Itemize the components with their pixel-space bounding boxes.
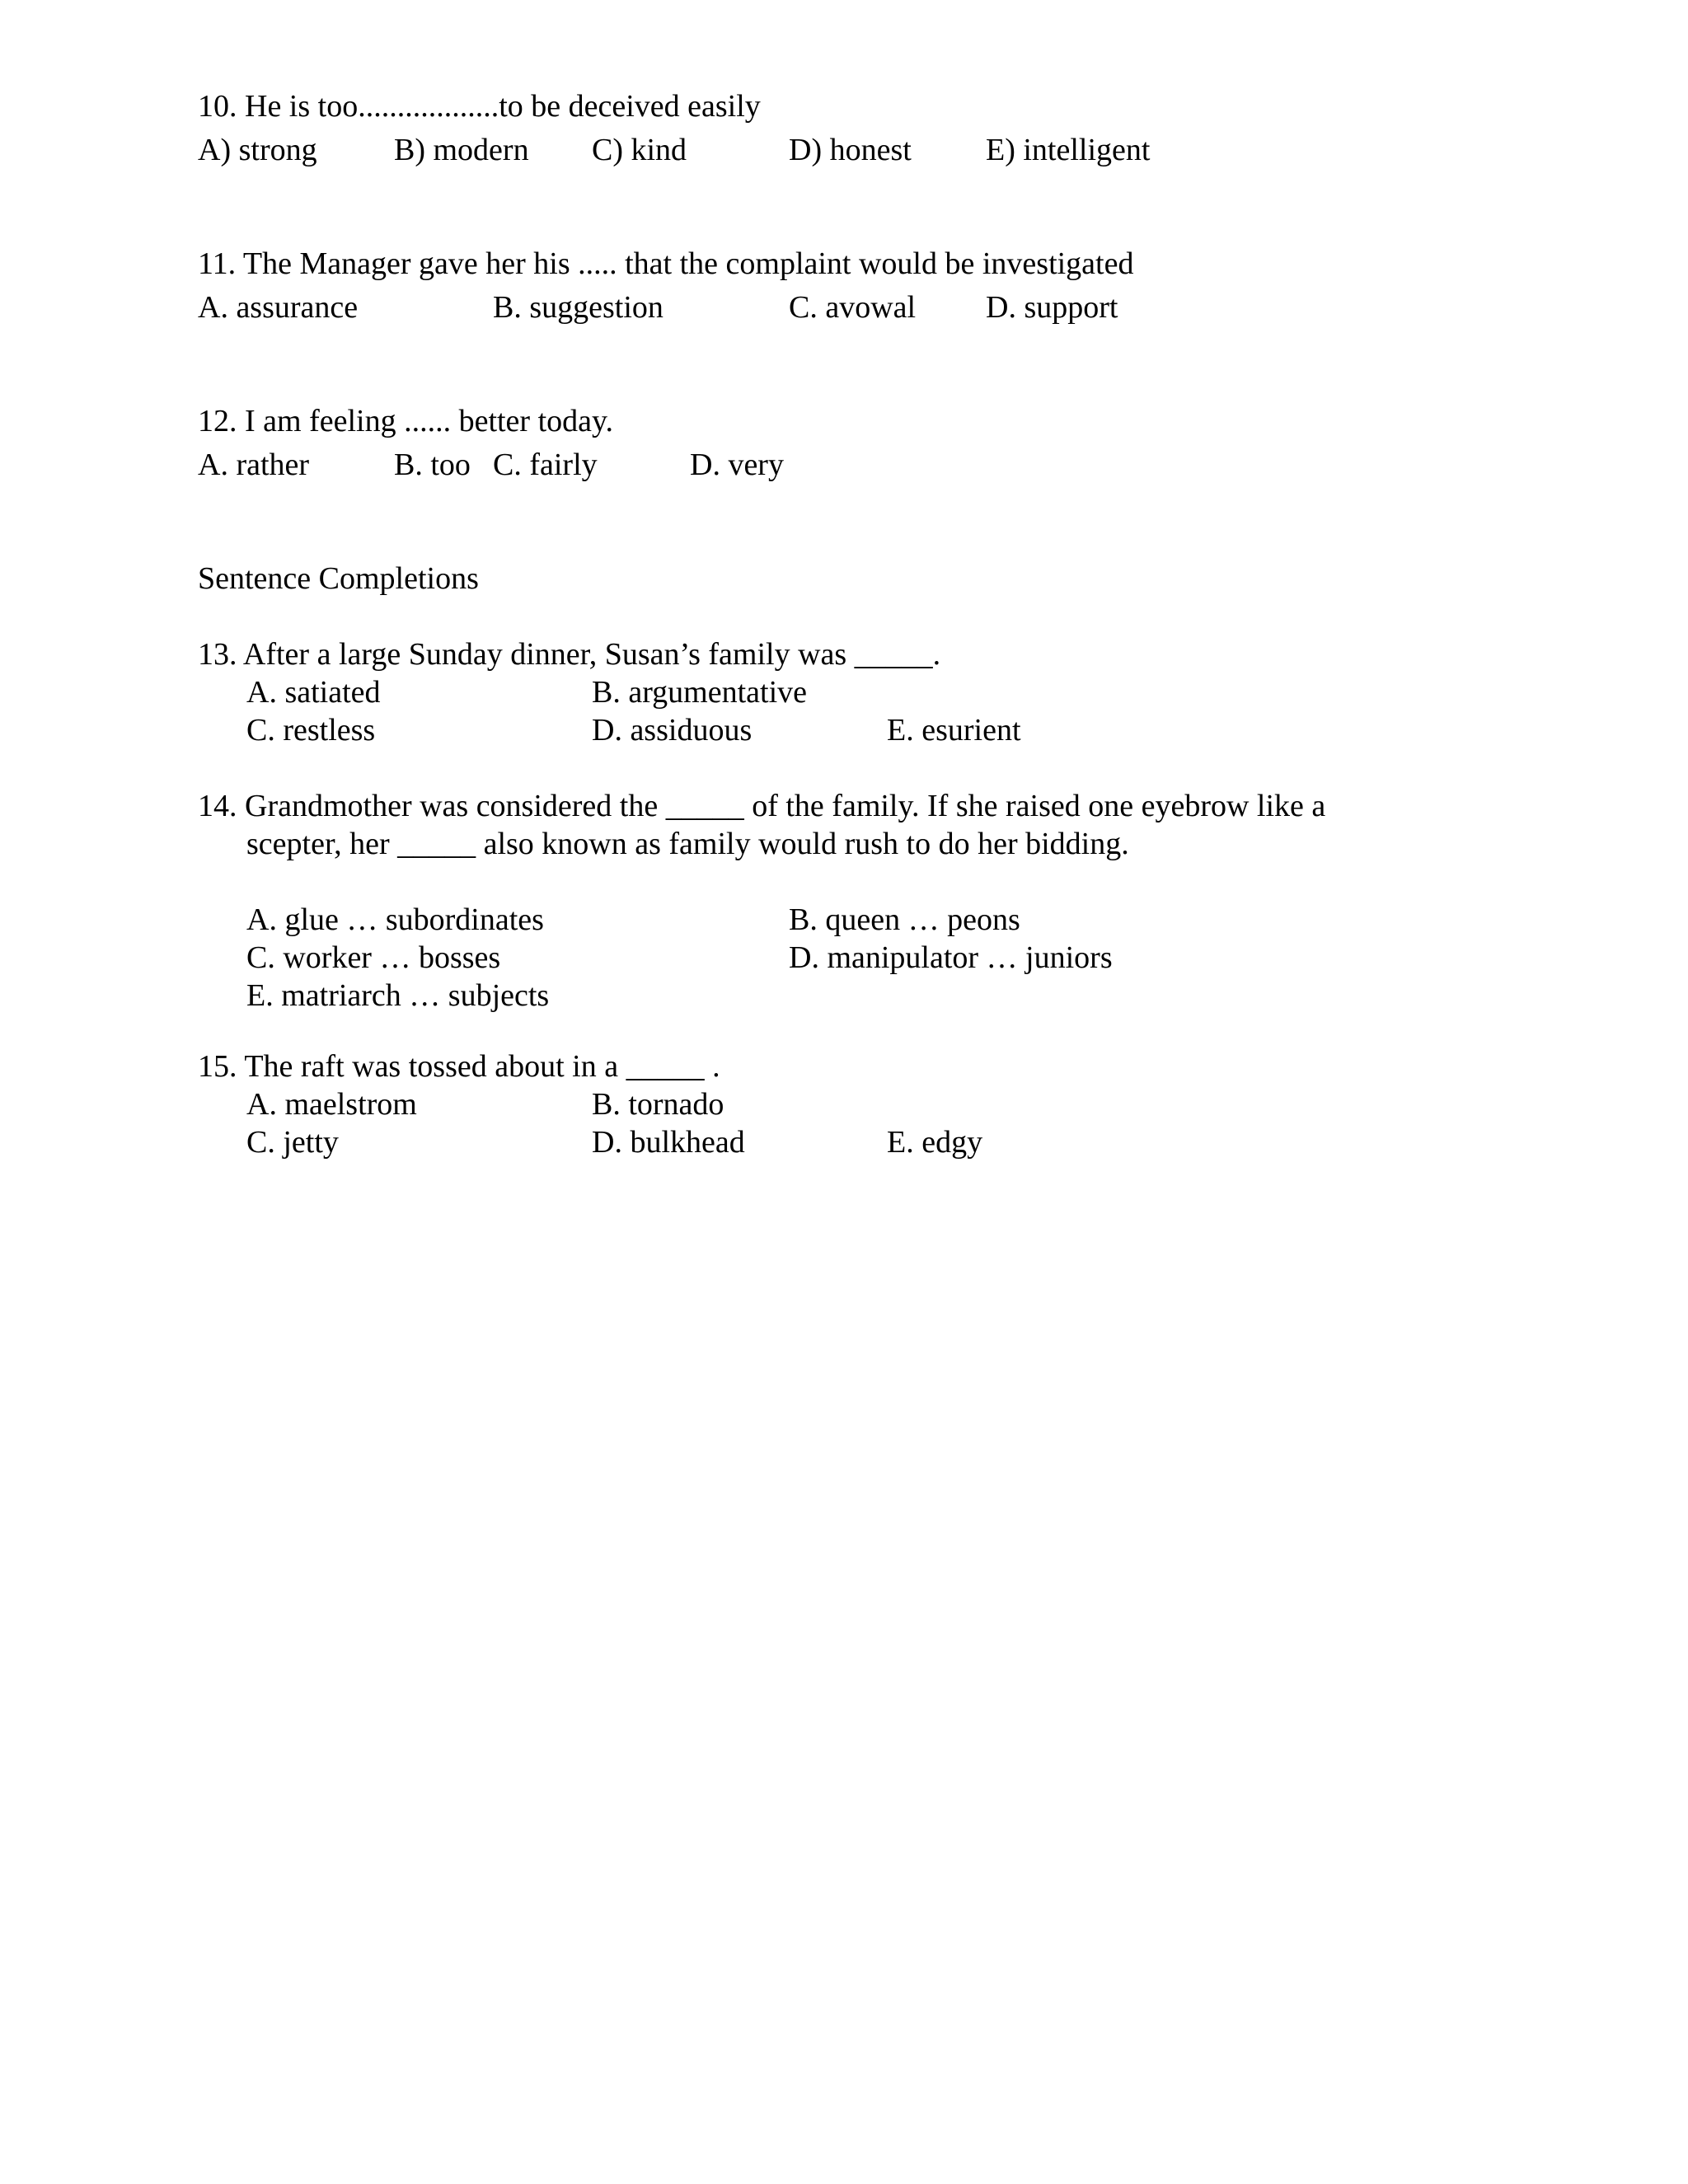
question-15-option-a: A. maelstrom: [246, 1087, 417, 1122]
question-10-option-c: C) kind: [592, 133, 687, 167]
question-13-option-a: A. satiated: [246, 675, 381, 710]
question-14-option-d: D. manipulator … juniors: [789, 940, 1113, 975]
question-13-option-b: B. argumentative: [592, 675, 808, 710]
question-13-option-d: D. assiduous: [592, 713, 753, 748]
question-10-option-d: D) honest: [789, 133, 912, 167]
question-13-stem: 13. After a large Sunday dinner, Susan’s family was _____.: [198, 637, 941, 672]
question-12-option-a: A. rather: [198, 448, 310, 482]
question-15-option-e: E. edgy: [887, 1125, 983, 1160]
question-15-option-d: D. bulkhead: [592, 1125, 745, 1160]
question-14-stem-line-2: scepter, her _____ also known as family would rush to do her bidding.: [246, 827, 1129, 861]
question-15-option-b: B. tornado: [592, 1087, 724, 1122]
question-11-option-c: C. avowal: [789, 290, 917, 325]
question-11-option-b: B. suggestion: [493, 290, 663, 325]
question-10-stem: 10. He is too..................to be deceived easily: [198, 89, 761, 124]
question-12-option-c: C. fairly: [493, 448, 598, 482]
question-10-option-a: A) strong: [198, 133, 317, 167]
question-14-option-e: E. matriarch … subjects: [246, 978, 550, 1013]
question-13-option-e: E. esurient: [887, 713, 1021, 748]
section-heading: Sentence Completions: [198, 561, 479, 596]
question-14-stem-line-1: 14. Grandmother was considered the _____ of the family. If she raised one eyebrow like a: [198, 789, 1326, 823]
question-15-option-c: C. jetty: [246, 1125, 339, 1160]
question-10-option-e: E) intelligent: [986, 133, 1151, 167]
question-14-option-c: C. worker … bosses: [246, 940, 501, 975]
question-14-option-a: A. glue … subordinates: [246, 902, 544, 937]
question-15-stem: 15. The raft was tossed about in a _____ .: [198, 1049, 720, 1084]
question-12-option-d: D. very: [690, 448, 784, 482]
question-11-stem: 11. The Manager gave her his ..... that the complaint would be investigated: [198, 246, 1134, 281]
question-11-option-a: A. assurance: [198, 290, 359, 325]
question-11-option-d: D. support: [986, 290, 1118, 325]
question-12-option-b: B. too: [394, 448, 471, 482]
question-10-option-b: B) modern: [394, 133, 529, 167]
question-12-stem: 12. I am feeling ...... better today.: [198, 404, 614, 438]
question-13-option-c: C. restless: [246, 713, 376, 748]
question-14-option-b: B. queen … peons: [789, 902, 1020, 937]
